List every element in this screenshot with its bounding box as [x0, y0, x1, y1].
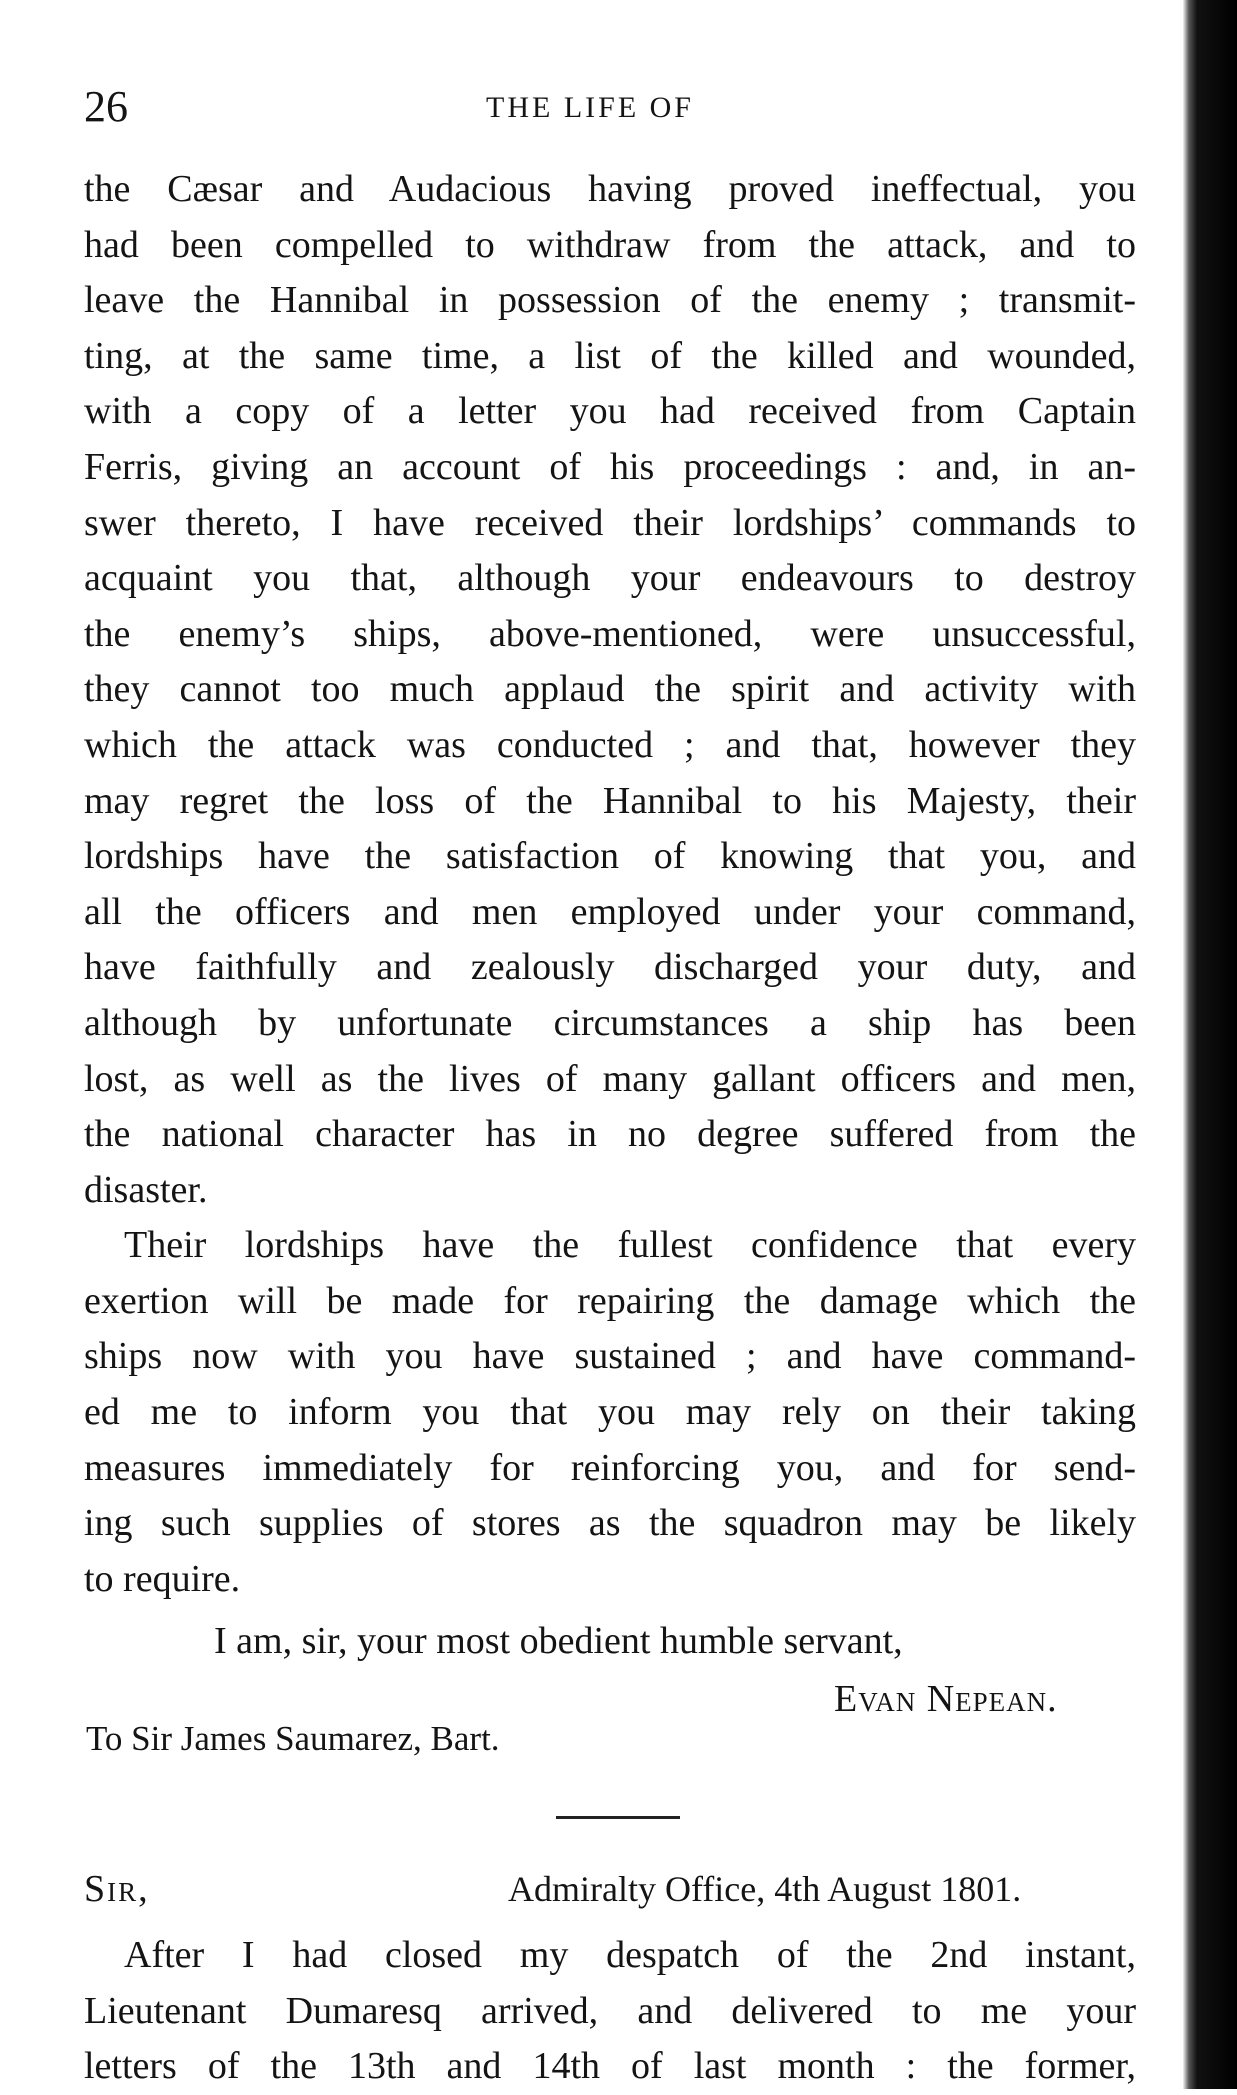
text-line: measures immediately for reinforcing you, and for send- [84, 1446, 1136, 1489]
text-line: lordships have the satisfaction of knowing that you, and [84, 835, 1136, 878]
page-edge-shadow [1183, 0, 1237, 2089]
closing-line: I am, sir, your most obedient humble servant, [214, 1620, 903, 1662]
text-line: ed me to inform you that you may rely on their taking [84, 1391, 1136, 1434]
text-line: which the attack was conducted ; and that, however they [84, 723, 1136, 766]
text-line: the national character has in no degree suffered from the [84, 1113, 1136, 1156]
text-line: ing such supplies of stores as the squadron may be likely [84, 1502, 1136, 1545]
text-line: leave the Hannibal in possession of the enemy ; transmit- [84, 279, 1136, 322]
text-line: although by unfortunate circumstances a ship has been [84, 1001, 1136, 1044]
text-line: letters of the 13th and 14th of last month : the former, [84, 2045, 1136, 2088]
text-line: had been compelled to withdraw from the attack, and to [84, 223, 1136, 266]
letter-body [84, 162, 1136, 1607]
text-line: Ferris, giving an account of his proceedings : and, in an- [84, 445, 1136, 488]
addressee: To Sir James Saumarez, Bart. [86, 1719, 500, 1758]
running-head: THE LIFE OF [486, 91, 694, 124]
text-line: all the officers and men employed under your command, [84, 890, 1136, 933]
page-header [0, 82, 1180, 132]
text-line: to require. [84, 1557, 241, 1600]
text-line: with a copy of a letter you had received from Captain [84, 390, 1136, 433]
text-line: the enemy’s ships, above-mentioned, were unsuccessful, [84, 612, 1136, 655]
signature: Evan Nepean. [834, 1678, 1058, 1720]
dateline: Admiralty Office, 4th August 1801. [508, 1869, 1022, 1909]
section-divider [556, 1816, 680, 1819]
text-line: swer thereto, I have received their lordships’ commands to [84, 501, 1136, 544]
text-line: they cannot too much applaud the spirit and activity with [84, 668, 1136, 711]
salutation: Sir, [84, 1868, 150, 1910]
text-line: ting, at the same time, a list of the killed and wounded, [84, 334, 1136, 377]
text-line: exertion will be made for repairing the damage which the [84, 1279, 1136, 1322]
text-line: disaster. [84, 1168, 208, 1211]
text-line: ships now with you have sustained ; and have command- [84, 1335, 1136, 1378]
text-line: Lieutenant Dumaresq arrived, and delivered to me your [84, 1989, 1136, 2032]
text-line: Their lordships have the fullest confidence that every [124, 1224, 1136, 1267]
page-number: 26 [84, 82, 128, 131]
second-letter-body [84, 1928, 1136, 2095]
text-line: the Cæsar and Audacious having proved ineffectual, you [84, 168, 1136, 210]
text-line: acquaint you that, although your endeavours to destroy [84, 557, 1136, 600]
text-line: have faithfully and zealously discharged your duty, and [84, 946, 1136, 989]
text-line: may regret the loss of the Hannibal to his Majesty, their [84, 779, 1136, 822]
text-line: After I had closed my despatch of the 2nd instant, [124, 1934, 1136, 1976]
text-line: lost, as well as the lives of many gallant officers and men, [84, 1057, 1136, 1100]
